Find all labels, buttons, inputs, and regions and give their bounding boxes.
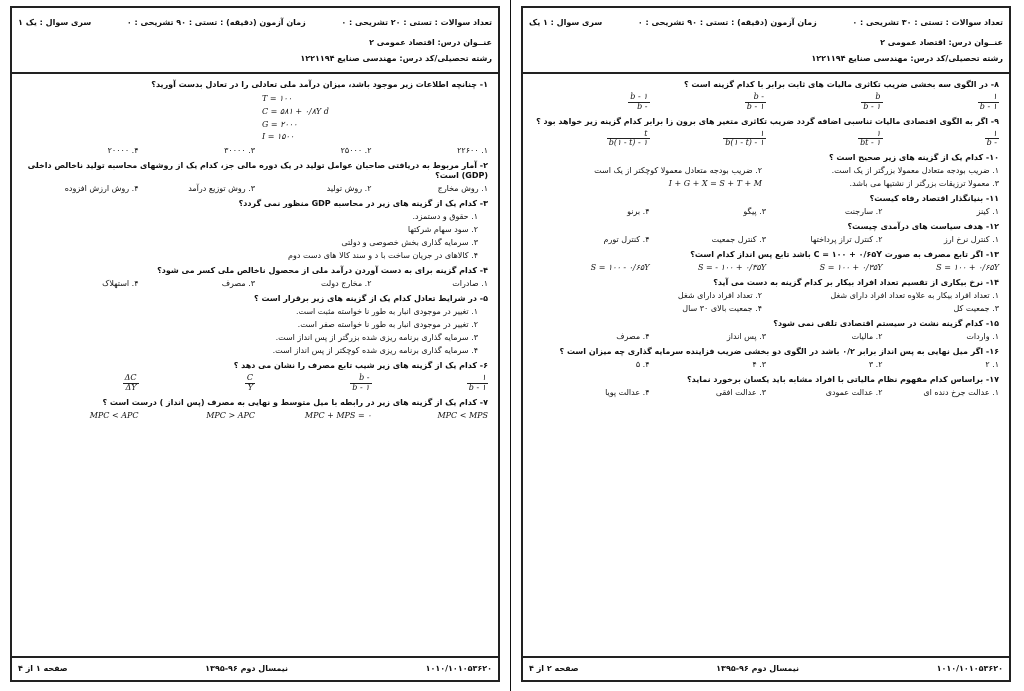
- question-text: ۱۰- کدام یک از گزینه های زیر صحیح است ؟: [828, 153, 999, 163]
- options: [22, 374, 488, 393]
- option-2[interactable]: [766, 130, 883, 149]
- equation: C = ۵۸۱ + ۰/۸Y d: [262, 106, 329, 116]
- option-1[interactable]: ۱. روش مخارج: [437, 184, 488, 194]
- question-12: [533, 222, 999, 245]
- option-2[interactable]: [255, 374, 372, 393]
- options: [533, 291, 999, 314]
- footer-term: نیمسال دوم ۹۶-۱۳۹۵: [205, 664, 289, 673]
- option-3[interactable]: [139, 374, 256, 393]
- fraction: [239, 374, 255, 393]
- course-field: رشته تحصیلی/کد درس: مهندسی صنایع ۱۲۲۱۱۹۴: [811, 54, 1003, 63]
- denominator: ۱ - b(۱ - t): [608, 138, 648, 148]
- option-1[interactable]: ۱. کینز: [976, 207, 999, 217]
- options: [533, 130, 999, 149]
- fraction: [979, 130, 999, 149]
- question-14: [533, 278, 999, 314]
- option-1[interactable]: [883, 93, 1000, 112]
- option-1[interactable]: [372, 374, 489, 393]
- question-text: ۱۳- اگر تابع مصرف به صورت C = ۱۰۰ + ۰/۶۵Y باشد تابع پس انداز کدام است؟: [690, 250, 999, 260]
- question-16: [533, 347, 999, 370]
- option-1[interactable]: ۱. واردات: [966, 332, 999, 342]
- option-1[interactable]: [883, 130, 1000, 149]
- option-2[interactable]: ۲. مالیات: [851, 332, 883, 342]
- question-text: ۱۴- نرخ بیکاری از تقسیم تعداد افراد بیکار بر کدام گزینه به دست می آید؟: [713, 278, 999, 288]
- questions-area: [22, 80, 488, 652]
- question-text: ۹- اگر به الگوی اقتصادی مالیات تناسبی اضافه گردد ضریب تکاثری متغیر های برون زا برابر کدام گزینه زیر خواهد بود ؟: [536, 116, 999, 126]
- option-4[interactable]: [533, 93, 650, 112]
- options: [22, 146, 488, 156]
- question-9: [533, 117, 999, 149]
- numerator: ΔC: [124, 373, 137, 383]
- numerator: t: [607, 130, 650, 140]
- question-1: [22, 80, 488, 156]
- footer-page: صفحه ۱ از ۴: [18, 664, 68, 673]
- option-4[interactable]: ۴. برنو: [627, 207, 650, 217]
- option-3[interactable]: ۳. سرمایه گذاری بخش خصوصی و دولتی: [341, 238, 478, 248]
- question-count: تعداد سوالات : تستی : ۳۰ تشریحی : ۰: [852, 18, 1003, 27]
- question-8: [533, 80, 999, 112]
- option-1[interactable]: ۱. ۲۲۶۰۰: [457, 146, 488, 156]
- question-text: ۳- کدام یک از گزینه های زیر در محاسبه GDP منظور نمی گردد؟: [238, 199, 488, 209]
- fraction: [717, 130, 766, 149]
- series-label: سری سوال : ۱ یک: [529, 18, 603, 27]
- footer-page: صفحه ۲ از ۴: [529, 664, 579, 673]
- options: [533, 207, 999, 217]
- denominator: Y: [247, 382, 253, 392]
- fraction: [855, 93, 882, 112]
- questions-area: [533, 80, 999, 652]
- question-11: [533, 194, 999, 217]
- options: [22, 307, 478, 356]
- question-text: ۱- چنانچه اطلاعات زیر موجود باشد، میزان درآمد ملی تعادلی را در تعادل بدست آورید؟: [151, 80, 488, 89]
- equation: I = ۱۵۰۰: [262, 132, 295, 142]
- course-title: عنــوان درس: اقتصاد عمومی ۲: [369, 38, 492, 47]
- numerator: ۱: [978, 93, 999, 103]
- option-4[interactable]: ۴. ۵: [635, 360, 650, 370]
- options: [533, 93, 999, 112]
- fraction: [344, 374, 371, 393]
- question-text: ۱۲- هدف سیاست های درآمدی چیست؟: [847, 222, 999, 232]
- question-2: [22, 161, 488, 194]
- option-4[interactable]: [533, 130, 650, 149]
- option-1[interactable]: ۱. ضریب بودجه متعادل معمولا بزرگتر از یک است.: [831, 166, 999, 176]
- option-4[interactable]: ۴. مصرف: [616, 332, 650, 342]
- option-3[interactable]: ۳. ۴: [752, 360, 766, 370]
- option-4[interactable]: ۴. ۲۰۰۰۰: [107, 146, 139, 156]
- footer-code: ۱۰۱۰/۱۰۱۰۵۳۶۲۰: [425, 664, 492, 673]
- question-text: ۱۱- بنیانگذار اقتصاد رفاه کیست؟: [869, 194, 999, 204]
- question-6: [22, 361, 488, 393]
- option-2[interactable]: ۲. سود سهام شرکتها: [407, 225, 478, 235]
- fraction: [461, 374, 488, 393]
- denominator: ۱ - b: [979, 101, 997, 111]
- numerator: - b: [350, 374, 371, 384]
- option-4[interactable]: I + G + X = S + T + M: [668, 179, 762, 189]
- option-1[interactable]: ۱. ۲: [985, 360, 999, 370]
- numerator: b: [861, 93, 882, 103]
- denominator: ۱ - b(۱ - t): [725, 138, 764, 148]
- question-text: ۶- کدام یک از گزینه های زیر شیب تابع مصرف را نشان می دهد ؟: [233, 361, 488, 371]
- option-1[interactable]: MPC < MPS: [437, 410, 488, 420]
- equation: G = ۲۰۰۰: [262, 119, 298, 129]
- option-1[interactable]: S = ۱۰۰ + ۰/۶۵Y: [936, 263, 999, 273]
- numerator: - b: [745, 93, 766, 103]
- options: [22, 184, 488, 194]
- option-3[interactable]: ۳. جمعیت کل: [953, 304, 999, 314]
- fraction: [972, 93, 999, 112]
- course-title: عنــوان درس: اقتصاد عمومی ۲: [880, 38, 1003, 47]
- denominator: - b: [986, 138, 997, 148]
- option-2[interactable]: ۲. سارجنت: [844, 207, 883, 217]
- denominator: ۱ - b: [352, 382, 370, 392]
- question-text: ۸- در الگوی سه بخشی ضریب تکاثری مالیات های ثابت برابر با کدام گزینه است ؟: [683, 80, 999, 89]
- option-4[interactable]: ۴. کالاهای در جریان ساخت با د و سند کالا های دست دوم: [288, 251, 478, 261]
- page-divider: [510, 0, 511, 691]
- footer-code: ۱۰۱۰/۱۰۱۰۵۳۶۲۰: [936, 664, 1003, 673]
- fraction: [852, 130, 882, 149]
- options: [533, 388, 999, 398]
- options: [533, 263, 999, 273]
- exam-page-2: [521, 6, 1011, 682]
- exam-time: زمان آزمون (دقیقه) : تستی : ۹۰ تشریحی : ۰: [126, 18, 306, 27]
- option-2[interactable]: [766, 93, 883, 112]
- question-7: [22, 398, 488, 421]
- fraction: [739, 93, 766, 112]
- numerator: ۱: [723, 130, 766, 140]
- numerator: ۱: [467, 374, 488, 384]
- option-4[interactable]: [22, 374, 139, 393]
- numerator: ۱ - b: [630, 92, 648, 101]
- option-2[interactable]: ۲. ضریب بودجه متعادل معمولا کوچکتر از یک است: [594, 166, 762, 176]
- question-13: [533, 250, 999, 273]
- option-2[interactable]: ۲. تعداد افراد دارای شغل: [677, 291, 762, 301]
- equation: T = ۱۰۰: [262, 94, 293, 103]
- option-3[interactable]: MPC > APC: [206, 410, 255, 420]
- option-2[interactable]: ۲. تغییر در موجودی انبار به طور نا خواسته صفر است.: [297, 320, 478, 330]
- denominator: ΔY: [125, 382, 137, 392]
- option-4[interactable]: MPC < APC: [89, 410, 139, 420]
- denominator: ۱ - b: [746, 101, 764, 111]
- option-2[interactable]: MPC + MPS = ۰: [304, 410, 372, 420]
- question-text: ۴- کدام گزینه برای به دست آوردن درآمد ملی از محصول ناخالص ملی کسر می شود؟: [157, 266, 488, 276]
- question-text: ۲- آمار مربوط به دریافتی صاحبان عوامل تولید در یک دوره مالی جز، کدام یک از روشهای محاسبه تولید ناخالص داخلی (GDP) است؟: [27, 161, 488, 181]
- denominator: ۱ - b: [468, 382, 486, 392]
- question-17: [533, 375, 999, 398]
- question-10: [533, 153, 999, 189]
- option-1[interactable]: ۱. کنترل نرخ ارز: [943, 235, 999, 245]
- option-3[interactable]: ۳. عدالت افقی: [715, 388, 766, 398]
- numerator: ۱: [858, 130, 882, 140]
- question-4: [22, 266, 488, 289]
- option-2[interactable]: S = ۱۰۰ + ۰/۳۵Y: [819, 263, 883, 273]
- course-field: رشته تحصیلی/کد درس: مهندسی صنایع ۱۲۲۱۱۹۴: [300, 54, 492, 63]
- option-3[interactable]: ۳. کنترل جمعیت: [711, 235, 766, 245]
- options: [533, 235, 999, 245]
- option-4[interactable]: ۴. استهلاک: [102, 279, 139, 289]
- denominator: - b: [637, 101, 648, 111]
- option-4[interactable]: ۴. روش ارزش افزوده: [64, 184, 139, 194]
- page-header: [523, 8, 1009, 74]
- option-3[interactable]: [650, 130, 767, 149]
- option-2[interactable]: ۲. کنترل تراز پرداختها: [810, 235, 883, 245]
- option-4[interactable]: ۴. جمعیت بالای ۳۰ سال: [682, 304, 762, 314]
- question-15: [533, 319, 999, 342]
- options: [533, 166, 999, 189]
- exam-time: زمان آزمون (دقیقه) : تستی : ۹۰ تشریحی : ۰: [637, 18, 817, 27]
- fraction: [622, 93, 649, 112]
- fraction: [601, 130, 650, 149]
- option-1[interactable]: ۱. تعداد افراد بیکار به علاوه تعداد افراد دارای شغل: [830, 291, 999, 301]
- option-4[interactable]: ۴. کنترل تورم: [603, 235, 650, 245]
- option-4[interactable]: ۴. سرمایه گذاری برنامه ریزی شده کوچکتر از پس انداز است.: [272, 346, 478, 356]
- option-3[interactable]: ۳. روش توزیع درآمد: [188, 184, 255, 194]
- option-1[interactable]: ۱. حقوق و دستمزد.: [412, 212, 478, 222]
- page-header: [12, 8, 498, 74]
- option-2[interactable]: ۲. مخارج دولت: [320, 279, 372, 289]
- question-text: ۱۶- اگر میل نهایی به پس انداز برابر ۰/۲ باشد در الگوی دو بخشی ضریب فزاینده سرمایه گذاری چه میزان است ؟: [559, 347, 999, 357]
- question-count: تعداد سوالات : تستی : ۲۰ تشریحی : ۰: [341, 18, 492, 27]
- question-text: ۱۷- براساس کدام مفهوم نظام مالیاتی با افراد مشابه باید یکسان برخورد نماید؟: [686, 375, 999, 385]
- option-3[interactable]: ۳. ۳۰۰۰۰: [224, 146, 255, 156]
- question-text: ۵- در شرایط تعادل کدام یک از گزینه های زیر برقرار است ؟: [254, 294, 488, 304]
- option-3[interactable]: ۳. سرمایه گذاری برنامه ریزی شده بزرگتر از پس انداز است.: [275, 333, 478, 343]
- option-2[interactable]: ۲. روش تولید: [326, 184, 372, 194]
- options: [22, 279, 488, 289]
- equation-list: [262, 93, 488, 144]
- option-1[interactable]: ۱. صادرات: [452, 279, 488, 289]
- question-5: [22, 294, 488, 356]
- option-4[interactable]: ۴. عدالت پویا: [605, 388, 650, 398]
- denominator: ۱ - b: [863, 101, 881, 111]
- option-2[interactable]: ۲. ۲۵۰۰۰: [340, 146, 372, 156]
- option-3[interactable]: ۳. پیگو: [743, 207, 766, 217]
- question-3: [22, 199, 488, 261]
- options: [22, 411, 488, 421]
- option-3[interactable]: S = - ۱۰۰ + ۰/۳۵Y: [697, 263, 766, 273]
- option-2[interactable]: ۲. عدالت عمودی: [825, 388, 883, 398]
- option-3[interactable]: ۳. معمولا ترزیقات بزرگتر از نشتیها می باشد.: [849, 179, 999, 189]
- option-3[interactable]: ۳. پس انداز: [726, 332, 766, 342]
- option-3[interactable]: ۳. مصرف: [221, 279, 255, 289]
- numerator: ۱: [985, 130, 999, 140]
- page-footer: [523, 656, 1009, 680]
- options: [533, 360, 999, 370]
- question-text: ۷- کدام یک از گزینه های زیر در رابطه با میل متوسط و نهایی به مصرف (پس انداز ) درست است ؟: [102, 397, 488, 407]
- options: [22, 212, 478, 261]
- option-2[interactable]: ۲. ۳: [868, 360, 883, 370]
- option-4[interactable]: S = ۱۰۰ - ۰/۶۵Y: [590, 263, 650, 273]
- question-text: ۱۵- کدام گزینه نشت در سیستم اقتصادی تلقی نمی شود؟: [773, 319, 999, 329]
- fraction: [117, 374, 139, 393]
- series-label: سری سوال : یک ۱: [18, 18, 92, 27]
- option-3[interactable]: [650, 93, 767, 112]
- option-1[interactable]: ۱. تغییر در موجودی انبار به طور نا خواسته مثبت است.: [295, 307, 478, 317]
- option-1[interactable]: ۱. عدالت جرخ دنده ای: [923, 388, 999, 398]
- options: [533, 332, 999, 342]
- denominator: ۱ - bt: [860, 138, 881, 148]
- page-footer: [12, 656, 498, 680]
- numerator: C: [246, 373, 253, 383]
- footer-term: نیمسال دوم ۹۶-۱۳۹۵: [716, 664, 800, 673]
- exam-page-1: [10, 6, 500, 682]
